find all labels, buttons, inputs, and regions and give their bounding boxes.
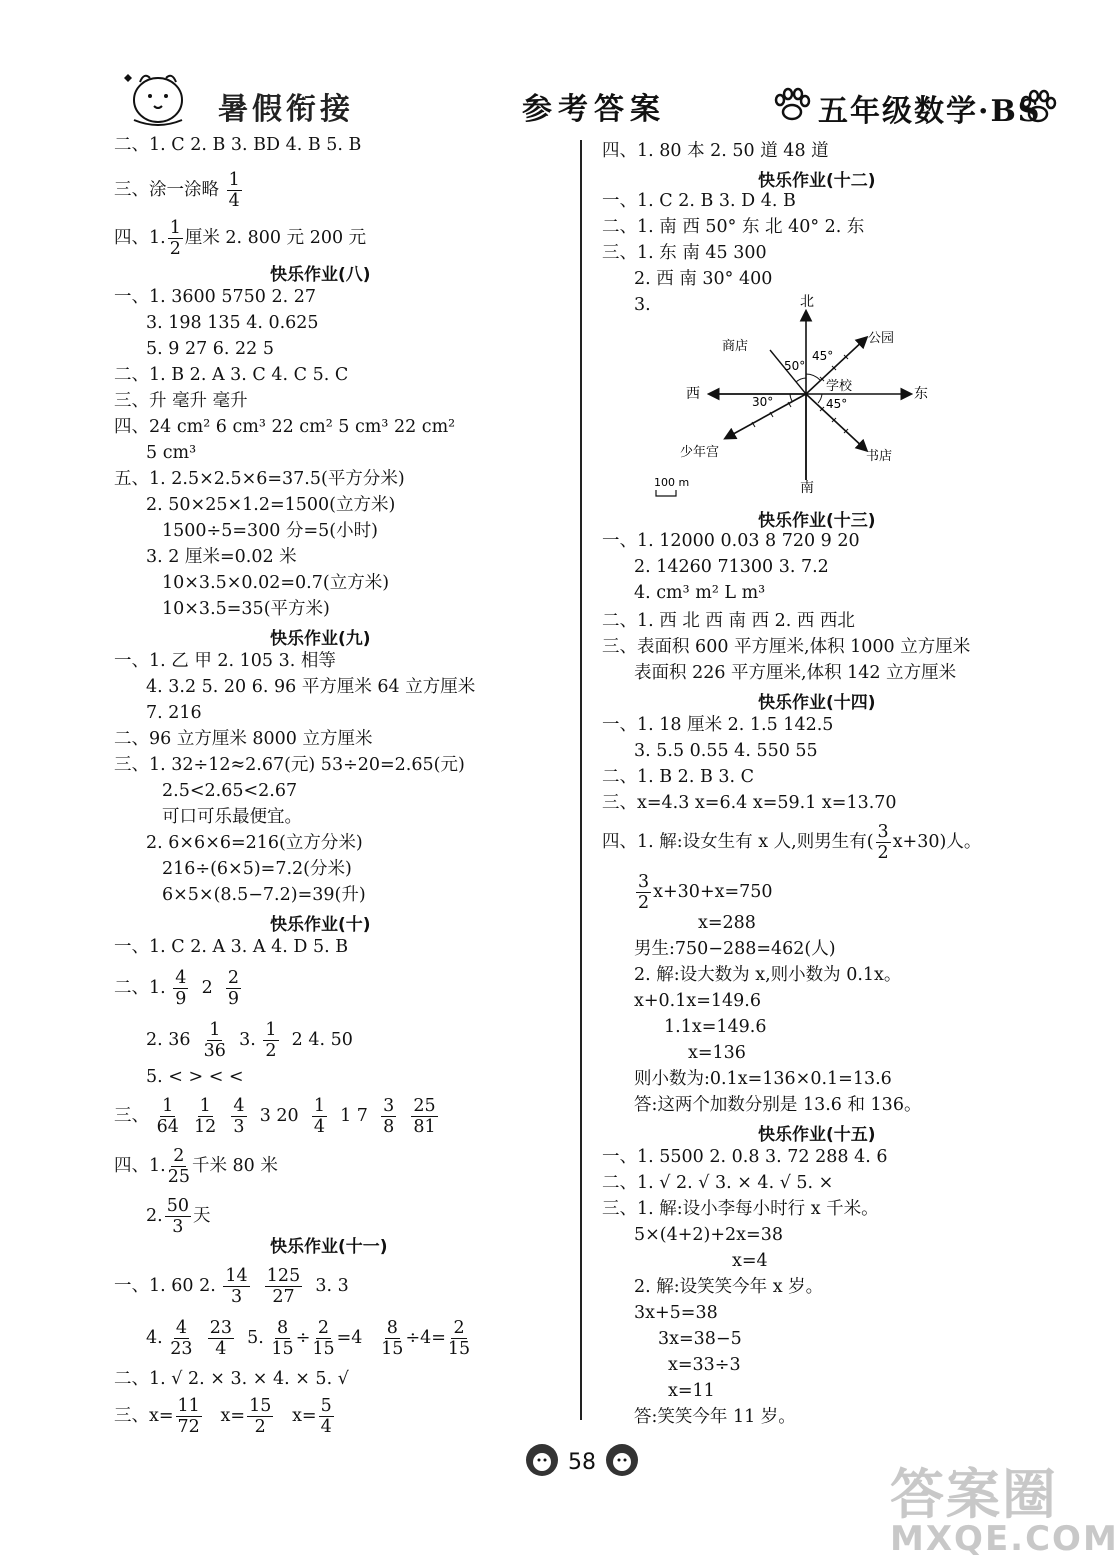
answer-line: 二、1. √ 2. × 3. × 4. × 5. √ — [114, 1369, 349, 1389]
watermark-url: MXQE.COM — [890, 1519, 1119, 1559]
answer-line: 2.5<2.65<2.67 — [162, 781, 298, 801]
fraction: $\frac{4}{9}$ — [175, 968, 187, 1009]
angle-label: 45° — [826, 397, 848, 411]
answer-line: 3x+5=38 — [634, 1303, 718, 1323]
answer-line: 一、1. C 2. B 3. D 4. B — [602, 191, 796, 211]
angle-label: 30° — [752, 395, 774, 409]
west-label: 西 — [686, 386, 700, 402]
scale-bar — [656, 490, 676, 496]
north-label: 北 — [800, 294, 814, 310]
answer-line: 五、1. 2.5×2.5×6=37.5(平方分米) — [114, 469, 405, 489]
angle-label: 45° — [812, 349, 834, 363]
answer-line: 一、1. 3600 5750 2. 27 — [114, 287, 316, 307]
answer-line: 1500÷5=300 分=5(小时) — [162, 521, 378, 541]
answer-line: 1.1x=149.6 — [664, 1017, 767, 1037]
fraction: $\frac{15}{2}$ — [249, 1396, 272, 1437]
page-header — [0, 58, 1066, 138]
answer-line: 二、1. B 2. A 3. C 4. C 5. C — [114, 365, 349, 385]
answer-line: x+0.1x=149.6 — [634, 991, 761, 1011]
answer-line: 5. 9 27 6. 22 5 — [146, 339, 275, 359]
answer-line: 四、24 cm² 6 cm³ 22 cm² 5 cm³ 22 cm² — [114, 417, 456, 437]
answer-line: 二、1. C 2. B 3. BD 4. B 5. B — [114, 135, 362, 155]
column-divider — [580, 140, 582, 1420]
school-label: 学校 — [826, 379, 853, 394]
answer-line: 一、1. 18 厘米 2. 1.5 142.5 — [602, 715, 834, 735]
subject-label: 五年级数学·BS — [818, 94, 1042, 129]
answer-line: 三、涂一涂略 $\frac{1}{4}$ — [114, 170, 240, 211]
east-label: 东 — [914, 386, 928, 402]
mascot-icon — [118, 64, 198, 128]
section-title: 快乐作业(十三) — [758, 511, 876, 531]
answer-line: 一、1. 5500 2. 0.8 3. 72 288 4. 6 — [602, 1147, 888, 1167]
answer-line: 一、1. C 2. A 3. A 4. D 5. B — [114, 937, 349, 957]
answer-line: 10×3.5=35(平方米) — [162, 599, 330, 619]
answer-line: 三、1. 32÷12≈2.67(元) 53÷20=2.65(元) — [114, 755, 465, 775]
answer-line: 答:这两个加数分别是 13.6 和 136。 — [634, 1095, 922, 1115]
answer-line: 2. 6×6×6=216(立方分米) — [146, 833, 363, 853]
answer-line: 3x=38−5 — [658, 1329, 742, 1349]
answer-line: 2. 50×25×1.2=1500(立方米) — [146, 495, 396, 515]
fraction: $\frac{2}{15}$ — [312, 1318, 335, 1359]
page-title: 参考答案 — [522, 92, 666, 127]
answer-line: 2. 解:设大数为 x,则小数为 0.1x。 — [634, 965, 902, 985]
fraction: $\frac{4}{3}$ — [233, 1096, 245, 1137]
fraction: $\frac{2}{9}$ — [227, 968, 239, 1009]
section-title: 快乐作业(十) — [270, 915, 371, 935]
answer-line: 2. $\frac{50}{3}$ 天 — [146, 1196, 211, 1237]
fraction: $\frac{2}{15}$ — [447, 1318, 471, 1359]
fraction: $\frac{25}{81}$ — [413, 1096, 436, 1137]
answer-line: 答:笑笑今年 11 岁。 — [634, 1407, 796, 1427]
answer-line: 四、1. 80 本 2. 50 道 48 道 — [602, 141, 829, 161]
fraction: $\frac{1}{4}$ — [313, 1096, 325, 1137]
answer-line: 7. 216 — [146, 703, 202, 723]
section-title: 快乐作业(九) — [270, 629, 371, 649]
answer-line: 则小数为:0.1x=136×0.1=13.6 — [634, 1069, 892, 1089]
fraction: $\frac{8}{15}$ — [381, 1318, 404, 1359]
paw-icon — [772, 88, 812, 122]
answer-line: 5. < > < < — [146, 1067, 244, 1087]
section-title: 快乐作业(十二) — [758, 171, 876, 191]
answer-line: 三、 $\frac{1}{64}$ $\frac{1}{12}$ $\frac{4}{3}$ 3 20 $\frac{1}{4}$ 1 7 $\frac{3}{8}$ $\frac{25}{81}$ — [114, 1096, 436, 1137]
answer-line: 可口可乐最便宜。 — [162, 807, 302, 827]
answer-line: 二、1. 西 北 西 南 西 2. 西 西北 — [602, 611, 855, 631]
fraction: $\frac{1}{12}$ — [194, 1096, 217, 1137]
compass-diagram — [654, 290, 940, 500]
answer-line: 5×(4+2)+2x=38 — [634, 1225, 783, 1245]
answer-line: 二、1. 南 西 50° 东 北 40° 2. 东 — [602, 217, 865, 237]
fraction: $\frac{1}{2}$ — [265, 1020, 277, 1061]
answer-line: 一、1. 乙 甲 2. 105 3. 相等 — [114, 651, 336, 671]
shop-label: 商店 — [722, 339, 749, 354]
answer-line: 2. 解:设笑笑今年 x 岁。 — [634, 1277, 824, 1297]
fraction: $\frac{1}{2}$ — [169, 218, 181, 259]
answer-line: 一、1. 12000 0.03 8 720 9 20 — [602, 531, 860, 551]
answer-line: 四、1. $\frac{1}{2}$ 厘米 2. 800 元 200 元 — [114, 218, 367, 259]
fraction: $\frac{1}{4}$ — [228, 170, 240, 211]
fraction: $\frac{50}{3}$ — [166, 1196, 189, 1237]
section-title: 快乐作业(八) — [270, 265, 371, 285]
angle-label: 50° — [784, 359, 806, 373]
brand-title: 暑假衔接 — [218, 92, 354, 127]
answer-line: 三、1. 解:设小李每小时行 x 千米。 — [602, 1199, 879, 1219]
answer-line: 4. $\frac{4}{23}$ $\frac{23}{4}$ 5. $\frac{8}{15}$ ÷ $\frac{2}{15}$ =4 $\frac{8}{15}$ ÷4= $\frac{2}{15}$ — [146, 1318, 471, 1359]
fraction: $\frac{3}{8}$ — [383, 1096, 395, 1137]
fraction: $\frac{5}{4}$ — [320, 1396, 332, 1437]
scale-label: 100 m — [654, 476, 690, 489]
fraction: $\frac{4}{23}$ — [170, 1318, 193, 1359]
answer-line: 3. 198 135 4. 0.625 — [146, 313, 319, 333]
answer-line: 男生:750−288=462(人) — [634, 939, 836, 959]
fraction: $\frac{8}{15}$ — [271, 1318, 294, 1359]
answer-line: 三、1. 东 南 45 300 — [602, 243, 767, 263]
answer-line: 2. 36 $\frac{1}{36}$ 3. $\frac{1}{2}$ 2 4. 50 — [146, 1020, 353, 1061]
bookstore-label: 书店 — [866, 449, 893, 464]
answer-line: $\frac{3}{2}$ x+30+x=750 — [638, 872, 773, 913]
answer-line: 2. 西 南 30° 400 — [634, 269, 773, 289]
answer-line: 216÷(6×5)=7.2(分米) — [162, 859, 352, 879]
watermark-text: 答案圈 — [890, 1463, 1058, 1526]
fraction: $\frac{1}{36}$ — [203, 1020, 226, 1061]
answer-line: 表面积 226 平方厘米,体积 142 立方厘米 — [634, 663, 957, 683]
fraction: $\frac{2}{25}$ — [167, 1146, 190, 1187]
watermark — [890, 1452, 1119, 1559]
answer-line: 四、1. $\frac{2}{25}$ 千米 80 米 — [114, 1146, 278, 1187]
section-title: 快乐作业(十四) — [758, 693, 876, 713]
answer-line: 三、表面积 600 平方厘米,体积 1000 立方厘米 — [602, 637, 971, 657]
answer-line: 二、1. √ 2. √ 3. × 4. √ 5. × — [602, 1173, 834, 1193]
lion-icon — [522, 1440, 562, 1480]
answer-line: x=288 — [698, 913, 756, 933]
answer-line: x=4 — [732, 1251, 768, 1271]
answer-line: 三、x= $\frac{11}{72}$ x= $\frac{15}{2}$ x= $\frac{5}{4}$ — [114, 1396, 332, 1437]
answer-line: 三、x=4.3 x=6.4 x=59.1 x=13.70 — [602, 793, 897, 813]
page-number: 58 — [568, 1450, 596, 1475]
answer-line: 5 cm³ — [146, 443, 197, 463]
answer-line: 3. 2 厘米=0.02 米 — [146, 547, 297, 567]
paw-icon — [1018, 90, 1058, 124]
south-label: 南 — [800, 480, 814, 496]
answer-line: 4. 3.2 5. 20 6. 96 平方厘米 64 立方厘米 — [146, 677, 476, 697]
lion-icon — [602, 1440, 642, 1480]
fraction: $\frac{125}{27}$ — [266, 1266, 301, 1307]
fraction: $\frac{3}{2}$ — [638, 872, 650, 913]
answer-line: 二、1. $\frac{4}{9}$ 2 $\frac{2}{9}$ — [114, 968, 239, 1009]
fraction: $\frac{23}{4}$ — [209, 1318, 232, 1359]
youth-palace-label: 少年宫 — [680, 445, 720, 460]
answer-line: 三、升 毫升 毫升 — [114, 391, 248, 411]
answer-line: x=136 — [688, 1043, 746, 1063]
answer-line: x=33÷3 — [668, 1355, 741, 1375]
answer-line: 一、1. 60 2. $\frac{14}{3}$ $\frac{125}{27}$ 3. 3 — [114, 1266, 349, 1307]
answer-line: 6×5×(8.5−7.2)=39(升) — [162, 885, 366, 905]
answer-line: 二、96 立方厘米 8000 立方厘米 — [114, 729, 373, 749]
answer-line: 2. 14260 71300 3. 7.2 — [634, 557, 829, 577]
answer-line: x=11 — [668, 1381, 715, 1401]
answer-line: 四、1. 解:设女生有 x 人,则男生有( $\frac{3}{2}$ x+30)人。 — [602, 822, 982, 863]
answer-line: 3. — [634, 295, 651, 315]
answer-line: 4. cm³ m² L m³ — [634, 583, 766, 603]
fraction: $\frac{1}{64}$ — [156, 1096, 179, 1137]
section-title: 快乐作业(十一) — [270, 1237, 388, 1257]
park-label: 公园 — [868, 331, 895, 346]
fraction: $\frac{14}{3}$ — [225, 1266, 248, 1307]
fraction: $\frac{11}{72}$ — [177, 1396, 200, 1437]
answer-line: 10×3.5×0.02=0.7(立方米) — [162, 573, 390, 593]
answer-line: 3. 5.5 0.55 4. 550 55 — [634, 741, 818, 761]
answer-line: 二、1. B 2. B 3. C — [602, 767, 755, 787]
section-title: 快乐作业(十五) — [758, 1125, 876, 1145]
fraction: $\frac{3}{2}$ — [877, 822, 889, 863]
